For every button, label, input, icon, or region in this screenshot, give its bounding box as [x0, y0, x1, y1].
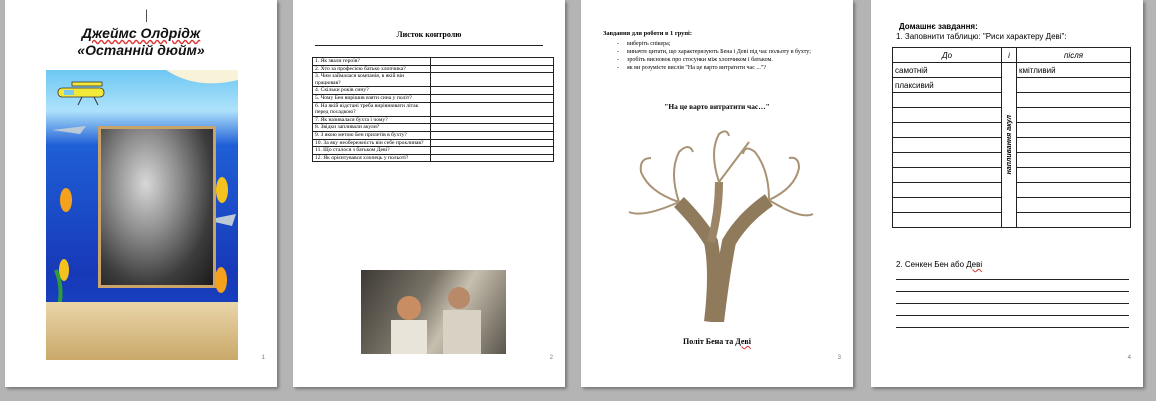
question-row	[313, 65, 554, 73]
trait-before-cell[interactable]	[893, 213, 1002, 228]
question-row	[313, 73, 554, 87]
answer-cell[interactable]	[431, 147, 554, 155]
quote-title: "На це варто витратити час…"	[664, 102, 770, 111]
answer-line	[896, 315, 1129, 316]
answer-cell[interactable]	[431, 124, 554, 132]
slide-page-4[interactable]	[871, 0, 1143, 387]
trait-after-cell[interactable]	[1017, 153, 1131, 168]
image-caption: Політ Бена та Деві	[683, 337, 751, 346]
col-after: після	[1017, 48, 1131, 63]
question-row	[313, 139, 554, 147]
task-item: - зробіть висновок про стосунки між хлопчиком і батьком.	[617, 56, 833, 64]
page-number: 2	[549, 355, 553, 361]
question-text: 2. Хто за професією батько хлопчика?	[313, 65, 431, 73]
trait-before-cell[interactable]	[893, 183, 1002, 198]
question-row	[313, 147, 554, 155]
film-still-photo	[361, 270, 506, 354]
task-item: - як ви розумієте вислів "На це варто витратити час ..."?	[617, 64, 833, 72]
col-before: До	[893, 48, 1002, 63]
text-cursor: |	[145, 8, 148, 23]
question-row	[313, 94, 554, 102]
title-underline	[315, 45, 543, 46]
traits-table-header	[893, 48, 1131, 63]
question-text: 6. На якій відстані треба вирівнювати літак перед посадкою?	[313, 102, 431, 116]
question-row	[313, 102, 554, 116]
question-text: 5. Чому Бен вирішив взяти сина у політ?	[313, 94, 431, 102]
question-text: 1. Як звали героїв?	[313, 58, 431, 66]
answer-cell[interactable]	[431, 65, 554, 73]
page-number: 3	[837, 355, 841, 361]
answer-cell[interactable]	[431, 87, 554, 95]
trait-before-cell[interactable]: плаксивий	[893, 78, 1002, 93]
question-text: 9. З якою метою Бен прилетів в бухту?	[313, 131, 431, 139]
trait-before-cell[interactable]	[893, 153, 1002, 168]
vertical-event-label: напливання акул	[1005, 115, 1013, 175]
trait-after-cell[interactable]	[1017, 183, 1131, 198]
question-row	[313, 116, 554, 124]
trait-after-cell[interactable]: кмітливий	[1017, 63, 1131, 78]
page-number: 4	[1127, 355, 1131, 361]
homework-task-1: 1. Заповнити таблицю: "Риси характеру Деві":	[896, 32, 1067, 41]
task-list	[617, 40, 833, 72]
answer-cell[interactable]	[431, 58, 554, 66]
answer-cell[interactable]	[431, 139, 554, 147]
film-scene-icon	[361, 270, 506, 354]
author-name: Джеймс Олдрідж	[81, 25, 201, 41]
answer-line	[896, 291, 1129, 292]
trait-before-cell[interactable]	[893, 93, 1002, 108]
slide-page-1[interactable]	[5, 0, 277, 387]
sea-floor	[46, 302, 238, 360]
question-row	[313, 154, 554, 162]
event-column	[1002, 63, 1017, 228]
traits-row	[893, 63, 1131, 78]
answer-cell[interactable]	[431, 116, 554, 124]
questions-table	[312, 57, 554, 162]
tree-icon	[619, 122, 819, 322]
trait-after-cell[interactable]	[1017, 168, 1131, 183]
question-text: 8. Звідки запливали акули?	[313, 124, 431, 132]
task-item: - виберіть спікера;	[617, 40, 833, 48]
question-row	[313, 131, 554, 139]
trait-after-cell[interactable]	[1017, 213, 1131, 228]
answer-line	[896, 279, 1129, 280]
answer-cell[interactable]	[431, 154, 554, 162]
question-text: 10. За яку необережність він себе проклинав?	[313, 139, 431, 147]
question-text: 3. Чим займалася компанія, в якій він працював?	[313, 73, 431, 87]
question-text: 7. Як називалася бухта і чому?	[313, 116, 431, 124]
author-portrait	[98, 126, 216, 288]
book-title: «Останній дюйм»	[77, 42, 205, 58]
trait-before-cell[interactable]	[893, 108, 1002, 123]
answer-cell[interactable]	[431, 73, 554, 87]
slide-page-3[interactable]	[581, 0, 853, 387]
question-text: 12. Як орієнтувався хлопець у польоті?	[313, 154, 431, 162]
question-row	[313, 124, 554, 132]
trait-before-cell[interactable]	[893, 168, 1002, 183]
question-text: 4. Скільки років сину?	[313, 87, 431, 95]
col-mid: і	[1002, 48, 1017, 63]
page-number: 1	[261, 355, 265, 361]
question-text: 11. Що сталося з батьком Деві?	[313, 147, 431, 155]
question-row	[313, 87, 554, 95]
answer-line	[896, 303, 1129, 304]
answer-cell[interactable]	[431, 102, 554, 116]
trait-before-cell[interactable]	[893, 138, 1002, 153]
answer-line	[896, 327, 1129, 328]
traits-table	[892, 47, 1131, 228]
homework-task-2: 2. Сенкен Бен або Деві	[896, 260, 983, 269]
homework-heading: Домашнє завдання:	[899, 22, 978, 31]
answer-cell[interactable]	[431, 94, 554, 102]
trait-before-cell[interactable]	[893, 123, 1002, 138]
trait-after-cell[interactable]	[1017, 108, 1131, 123]
group-task-heading: Завдання для роботи в 1 групі:	[603, 30, 692, 37]
trait-before-cell[interactable]: самотній	[893, 63, 1002, 78]
question-row	[313, 58, 554, 66]
trait-after-cell[interactable]	[1017, 198, 1131, 213]
trait-after-cell[interactable]	[1017, 123, 1131, 138]
trait-after-cell[interactable]	[1017, 93, 1131, 108]
trait-before-cell[interactable]	[893, 198, 1002, 213]
trait-after-cell[interactable]	[1017, 138, 1131, 153]
cover-illustration	[46, 70, 238, 360]
task-item: - виначте цитати, що характеризують Бена і Деві під час польоту в бухту;	[617, 48, 833, 56]
answer-cell[interactable]	[431, 131, 554, 139]
control-sheet-title: Листок контролю	[396, 30, 462, 39]
trait-after-cell[interactable]	[1017, 78, 1131, 93]
slide-page-2[interactable]	[293, 0, 565, 387]
